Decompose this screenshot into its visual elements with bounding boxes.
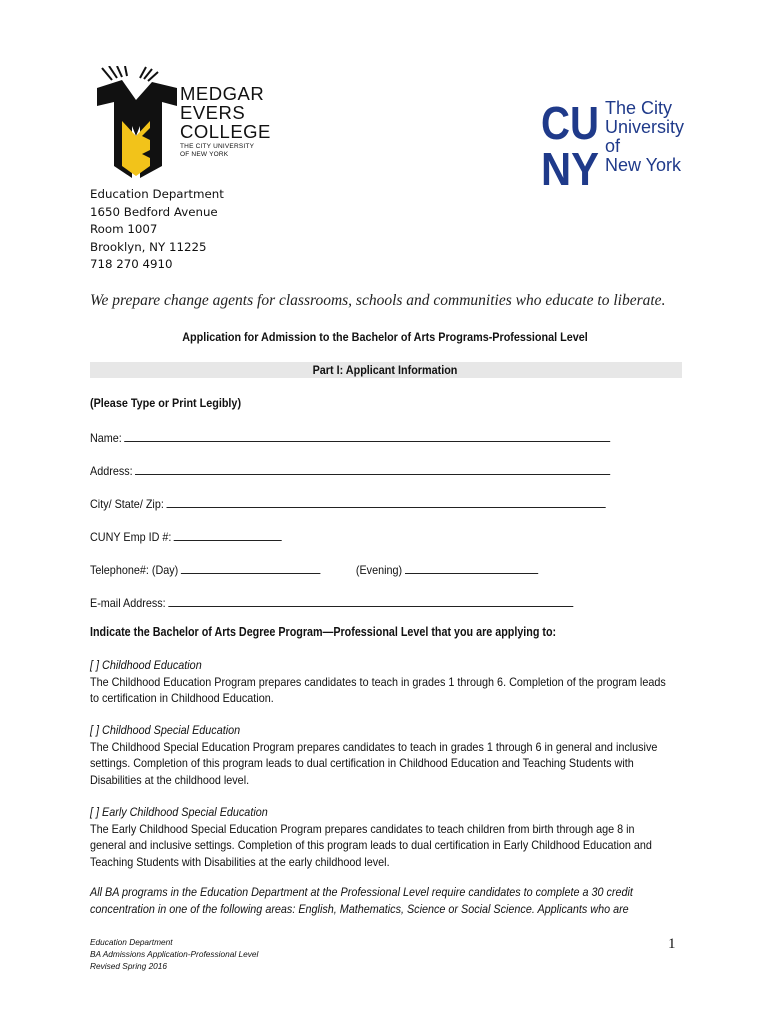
name-label: Name: [90,431,122,445]
emp-id-field[interactable] [174,528,282,541]
tel-day-label: Telephone#: (Day) [90,563,179,577]
department-address [90,186,224,274]
email-label: E-mail Address: [90,596,166,610]
address-phone: 718 270 4910 [90,257,173,271]
city-label: City/ State/ Zip: [90,497,164,511]
emp-row [90,528,282,544]
address-room: Room 1007 [90,222,158,236]
medgar-emblem-icon [92,66,192,184]
page-number: 1 [668,936,676,952]
program-item [90,722,666,788]
name-row [90,429,611,445]
footer-line1: Education Department [90,937,173,947]
program-description: The Childhood Special Education Program prepares candidates to teach in grades 1 through 6 in general and inclusive settings. Completion of this program leads to dual certification in Childhood Education and Teaching Students with Disabilities at the childhood level. [90,739,658,787]
address-dept: Education Department [90,187,224,201]
program-item [90,657,666,707]
cuny-logo [541,97,685,189]
program-checkbox[interactable]: [ ] [90,805,100,819]
medgar-logo-sub2: OF NEW YORK [180,151,229,158]
cuny-line4: New York [605,155,682,175]
address-row [90,462,611,478]
program-checkbox[interactable]: [ ] [90,658,100,672]
cuny-line1: The City [605,98,673,118]
cuny-line3: of [605,136,621,156]
emp-id-label: CUNY Emp ID #: [90,530,172,544]
program-description: The Early Childhood Special Education Program prepares candidates to teach children from birth through age 8 in general and inclusive settings. Completion of this program leads to dual certification in Early Childhood Education and Teaching Students with Disabilities at the early childhood level. [90,821,652,869]
cuny-cu-text: CU [541,97,599,149]
program-name: Childhood Education [102,658,202,672]
tel-day-field[interactable] [181,561,321,574]
address-street: 1650 Bedford Avenue [90,204,218,219]
medgar-evers-logo [92,66,292,184]
program-checkbox[interactable]: [ ] [90,723,100,737]
address-label: Address: [90,464,133,478]
part1-title: Part I: Applicant Information [312,363,458,377]
program-name: Childhood Special Education [102,723,241,737]
application-title: Application for Admission to the Bachelor of Arts Programs-Professional Level [182,330,588,344]
medgar-logo-line1: MEDGAR [180,83,265,104]
footer-line3: Revised Spring 2016 [90,961,168,971]
concentration-note: All BA programs in the Education Department at the Professional Level require candidates to complete a 30 credit concentration in one of the following areas: English, Mathematics, Science or Social Science. Applicants who are [90,885,633,916]
medgar-logo-line3: COLLEGE [180,121,271,142]
name-field[interactable] [125,429,611,442]
tel-evening-label: (Evening) [355,563,403,577]
telephone-row [90,561,538,577]
cuny-monogram-icon [541,97,603,189]
tel-evening-field[interactable] [405,561,538,574]
program-selection-heading: Indicate the Bachelor of Arts Degree Program—Professional Level that you are applying to: [90,625,557,639]
city-row [90,495,606,511]
medgar-logo-line2: EVERS [180,102,246,123]
program-name: Early Childhood Special Education [102,805,268,819]
address-city: Brooklyn, NY 11225 [90,239,207,254]
medgar-logo-sub1: THE CITY UNIVERSITY [180,143,255,150]
motto: We prepare change agents for classrooms, schools and communities who educate to liberate. [90,292,666,309]
email-field[interactable] [168,594,573,607]
address-field[interactable] [135,462,610,475]
program-item [90,804,666,870]
cuny-ny-text: NY [541,143,599,189]
print-instruction: (Please Type or Print Legibly) [90,396,242,410]
program-description: The Childhood Education Program prepares candidates to teach in grades 1 through 6. Completion of the program leads to certification in Childhood Education. [90,674,666,705]
page-footer [90,936,258,972]
cuny-line2: University [605,117,685,137]
email-row [90,594,573,610]
footer-line2: BA Admissions Application-Professional Level [90,949,259,959]
city-state-zip-field[interactable] [167,495,606,508]
